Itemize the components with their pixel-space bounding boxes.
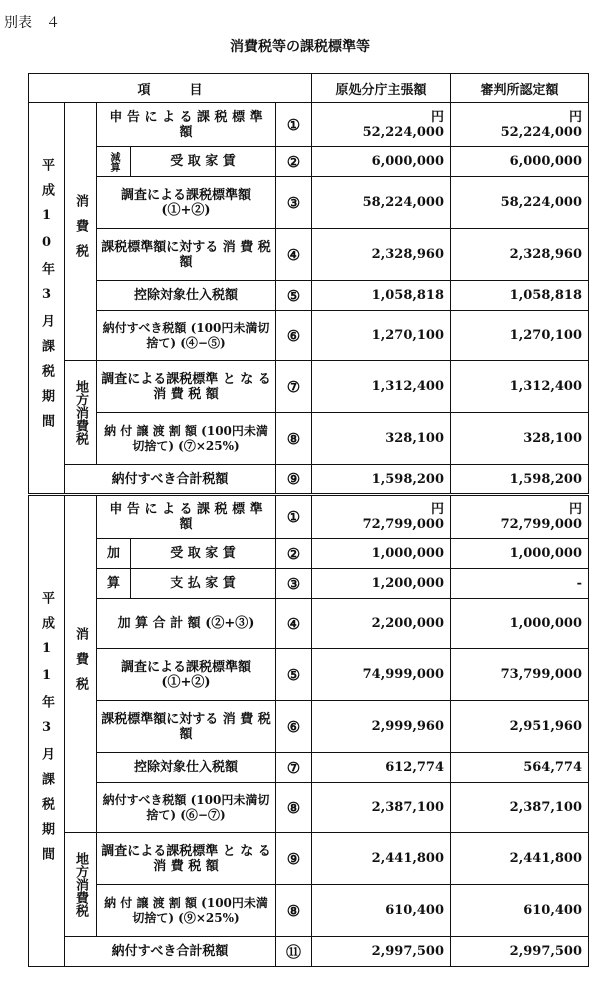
tax-type-label: 消費税 xyxy=(65,103,97,361)
add-label-1: 加 xyxy=(97,539,131,569)
tax-type-label-2: 消費税 xyxy=(65,495,97,833)
table-row: 地方消費税 調査による課税標準 と な る 消 費 税 額 ⑦ 1,312,400 1,312,400 xyxy=(29,361,589,413)
table-row: 納 付 譲 渡 割 額 (100円未満切捨て) (⑨×25%) ⑧ 610,400 610,400 xyxy=(29,885,589,937)
local-tax-label: 地方消費税 xyxy=(65,361,97,465)
table-header xyxy=(29,74,589,103)
table-row: 納付すべき税額 (100円未満切捨て) (⑥−⑦) ⑧ 2,387,100 2,387,100 xyxy=(29,783,589,833)
page-title: 消費税等の課税標準等 xyxy=(230,39,370,55)
add-label-2: 算 xyxy=(97,569,131,599)
table-row: 地方消費税 調査による課税標準 と な る 消 費 税 額 ⑨ 2,441,800 2,441,800 xyxy=(29,833,589,885)
table-row: 控除対象仕入税額 ⑤ 1,058,818 1,058,818 xyxy=(29,281,589,311)
table-row: 加 受 取 家 賃 ② 1,000,000 1,000,000 xyxy=(29,539,589,569)
table-row: 調査による課税標準額 (①+②) ⑤ 74,999,000 73,799,000 xyxy=(29,649,589,701)
adjust-label: 減算 xyxy=(97,147,131,177)
table-row: 課税標準額に対する 消 費 税 額 ④ 2,328,960 2,328,960 xyxy=(29,229,589,281)
header-item: 項 目 xyxy=(29,74,312,103)
table-row: 調査による課税標準額 (①+②) ③ 58,224,000 58,224,000 xyxy=(29,177,589,229)
table-row: 控除対象仕入税額 ⑦ 612,774 564,774 xyxy=(29,753,589,783)
header-claim: 原処分庁主張額 xyxy=(312,74,451,103)
table-row: 加 算 合 計 額 (②+③) ④ 2,200,000 1,000,000 xyxy=(29,599,589,649)
table-row: 平成11年3月課税期間 消費税 申 告 に よ る 課 税 標 準 額 ① 円 72,799,000 円 72,799,000 xyxy=(29,495,589,539)
table-row: 算 支 払 家 賃 ③ 1,200,000 - xyxy=(29,569,589,599)
local-tax-label-2: 地方消費税 xyxy=(65,833,97,937)
table-row: 減算 受 取 家 賃 ② 6,000,000 6,000,000 xyxy=(29,147,589,177)
appendix-label: 別表 ４ xyxy=(4,15,60,31)
table-row: 納 付 譲 渡 割 額 (100円未満切捨て) (⑦×25%) ⑧ 328,100 328,100 xyxy=(29,413,589,465)
table-row: 平成10年3月課税期間 消費税 申 告 に よ る 課 税 標 準 額 ① 円 52,224,000 円 52,224,000 xyxy=(29,103,589,147)
period-label: 平成10年3月課税期間 xyxy=(29,103,65,495)
header-tribunal: 審判所認定額 xyxy=(451,74,589,103)
table-row: 課税標準額に対する 消 費 税 額 ⑥ 2,999,960 2,951,960 xyxy=(29,701,589,753)
table-row: 納付すべき合計税額 ⑪ 2,997,500 2,997,500 xyxy=(29,937,589,967)
tax-table xyxy=(28,73,589,967)
period-label-2: 平成11年3月課税期間 xyxy=(29,495,65,967)
table-row: 納付すべき合計税額 ⑨ 1,598,200 1,598,200 xyxy=(29,465,589,495)
table-row: 納付すべき税額 (100円未満切捨て) (④−⑤) ⑥ 1,270,100 1,270,100 xyxy=(29,311,589,361)
